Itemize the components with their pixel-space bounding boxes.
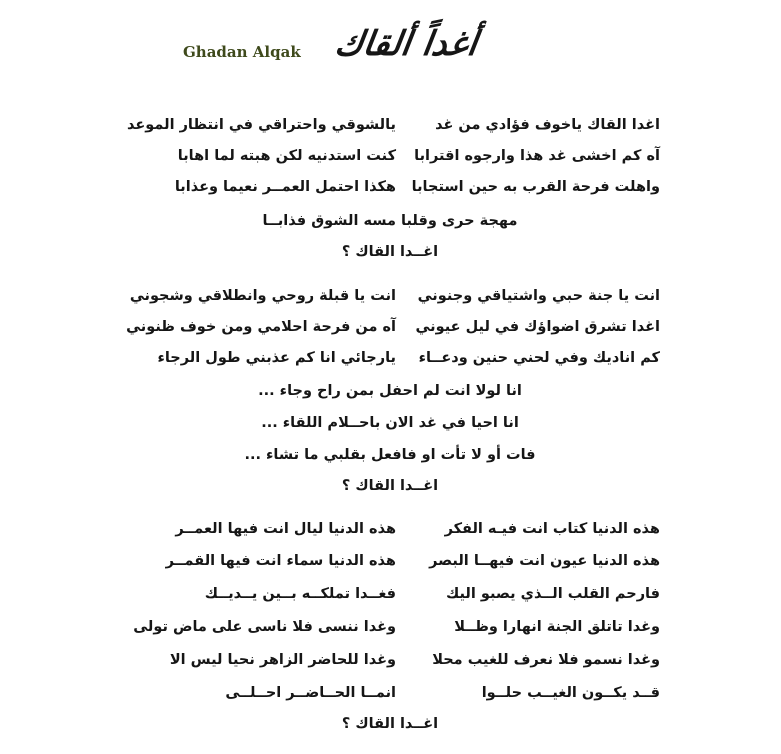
poem-line-centered: انا لولا انت لم احفل بمن راح وجاء ... bbox=[258, 383, 522, 399]
poem-line: واهلت فرحة القرب به حين استجابا bbox=[411, 179, 660, 195]
poem-line: وغدا ننسى فلا ناسى على ماض تولى bbox=[133, 619, 396, 635]
poem-line: اغدا تشرق اضواؤك في ليل عيوني bbox=[415, 319, 660, 335]
poem-line-centered: فات أو لا تأت او فافعل بقلبي ما تشاء ... bbox=[244, 447, 536, 463]
refrain: اغــدا القاك ؟ bbox=[341, 716, 439, 732]
poem-line: هذه الدنيا ليال انت فيها العمــر bbox=[175, 521, 396, 537]
poem-line: وغدا للحاضر الزاهر نحيا ليس الا bbox=[169, 652, 396, 668]
poem-line: هذه الدنيا عيون انت فيهــا البصر bbox=[429, 553, 660, 569]
poem-line-centered: مهجة حرى وقلبا مسه الشوق فذابــا bbox=[262, 213, 518, 229]
poem-line: انت يا جنة حبي واشتياقي وجنوني bbox=[417, 288, 660, 304]
arabic-title: أغداً ألقاك bbox=[332, 24, 480, 64]
poem-line: يارجائي انا كم عذبني طول الرجاء bbox=[157, 350, 396, 366]
poem-line: آه كم اخشى غد هذا وارجوه اقترابا bbox=[414, 148, 660, 164]
refrain: اغــدا القاك ؟ bbox=[341, 244, 439, 260]
poem-line: كنت استدنيه لكن هبته لما اهابا bbox=[177, 148, 396, 164]
poem-line: فغــدا تملكــه بــين يــديــك bbox=[204, 586, 396, 602]
poem-line: هكذا احتمل العمــر نعيما وعذابا bbox=[174, 179, 396, 195]
poem-line: وغدا نسمو فلا نعرف للغيب محلا bbox=[432, 652, 660, 668]
poem-line: انت يا قبلة روحي وانطلاقي وشجوني bbox=[129, 288, 396, 304]
poem-line: قــد يكــون الغيــب حلــوا bbox=[481, 685, 660, 701]
refrain: اغــدا القاك ؟ bbox=[341, 478, 439, 494]
poem-line-centered: انا احيا في غد الان باحــلام اللقاء ... bbox=[261, 415, 519, 431]
poem-line: وغدا تاتلق الجنة انهارا وظــلا bbox=[454, 619, 660, 635]
poem-line: هذه الدنيا سماء انت فيها القمــر bbox=[165, 553, 396, 569]
poem-line: اغدا القاك ياخوف فؤادي من غد bbox=[435, 117, 660, 133]
poem-line: يالشوقي واحتراقي في انتظار الموعد bbox=[127, 117, 396, 133]
poem-line: آه من فرحة احلامي ومن خوف ظنوني bbox=[126, 319, 396, 335]
poem-line: كم اناديك وفي لحني حنين ودعــاء bbox=[418, 350, 660, 366]
poem-line: هذه الدنيا كتاب انت فيـه الفكر bbox=[444, 521, 660, 537]
poem-line: فارحم القلب الــذي يصبو اليك bbox=[446, 586, 660, 602]
page-header bbox=[0, 22, 781, 72]
poem-line: انمــا الحــاضــر احــلــى bbox=[225, 685, 396, 701]
english-title: Ghadan Alqak bbox=[183, 43, 301, 61]
